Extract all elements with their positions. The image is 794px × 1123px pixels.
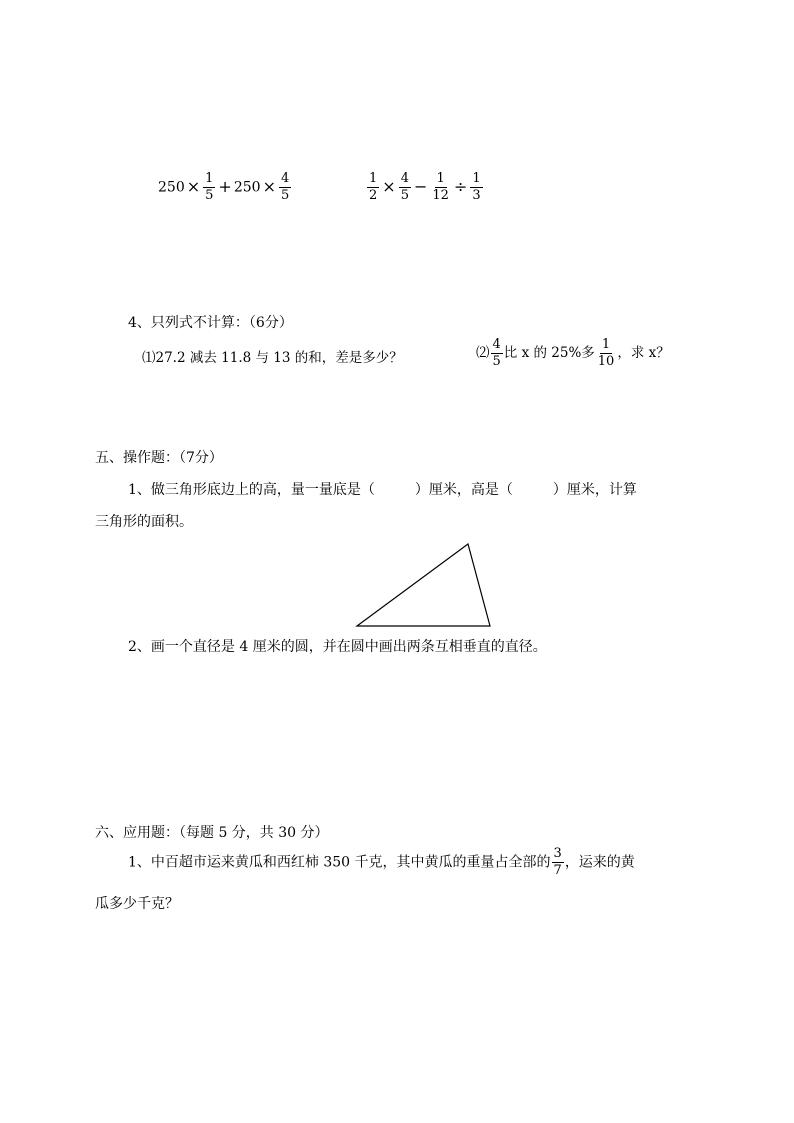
- denominator: 5: [205, 188, 214, 203]
- denominator: 3: [472, 188, 481, 203]
- triangle-shape: [357, 544, 490, 626]
- numerator: 1: [369, 171, 378, 186]
- q4-heading: 4、只列式不计算：（6分）: [128, 315, 293, 331]
- divide-sign: ÷: [453, 176, 468, 196]
- section-5-question-2: 2、画一个直径是 4 厘米的圆，并在圆中画出两条互相垂直的直径。: [128, 639, 547, 655]
- numerator: 4: [280, 171, 290, 186]
- times-sign: ×: [382, 176, 396, 196]
- numerator: 4: [492, 337, 501, 352]
- section-6-question-1-line-2: 瓜多少千克？: [95, 896, 179, 912]
- times-sign: ×: [186, 176, 201, 196]
- times-sign: ×: [262, 176, 276, 196]
- question-text: ，运来的黄: [564, 854, 635, 871]
- question-text: ）厘米，高是（: [414, 482, 513, 498]
- question-text: ）厘米，计算: [552, 482, 637, 498]
- question-text: 1、中百超市运来黄瓜和西红柿 350 千克，其中黄瓜的重量占全部的: [128, 854, 551, 871]
- item-text: 比 x 的 25%多: [503, 345, 595, 361]
- item-number: ⑵: [476, 345, 490, 361]
- q4-item-1: ⑴27.2 减去 11.8 与 13 的和，差是多少？: [142, 350, 403, 366]
- calc-number: 250: [233, 179, 261, 196]
- section-5-question-1-line-2: 三角形的面积。: [95, 514, 193, 530]
- denominator: 5: [492, 354, 501, 369]
- section-6-question-1: [128, 847, 635, 878]
- minus-sign: −: [413, 176, 428, 196]
- numerator: 1: [472, 171, 481, 186]
- denominator: 7: [553, 863, 562, 878]
- denominator: 12: [432, 188, 449, 203]
- numerator: 1: [436, 171, 445, 186]
- question-text: 1、做三角形底边上的高，量一量底是（: [128, 482, 375, 498]
- denominator: 10: [597, 354, 615, 369]
- plus-sign: +: [218, 176, 232, 196]
- calc-number: 250: [158, 179, 185, 196]
- denominator: 5: [400, 188, 409, 203]
- section-6-heading: 六、应用题：（每题 5 分，共 30 分）: [95, 825, 329, 841]
- item-text: ，求 x？: [617, 345, 670, 361]
- denominator: 5: [280, 188, 290, 203]
- denominator: 2: [369, 188, 378, 203]
- numerator: 1: [601, 337, 611, 352]
- numerator: 1: [205, 171, 214, 186]
- numerator: 4: [400, 171, 409, 186]
- section-5-heading: 五、操作题：（7分）: [95, 450, 223, 466]
- fraction: [552, 847, 564, 878]
- numerator: 3: [553, 846, 562, 861]
